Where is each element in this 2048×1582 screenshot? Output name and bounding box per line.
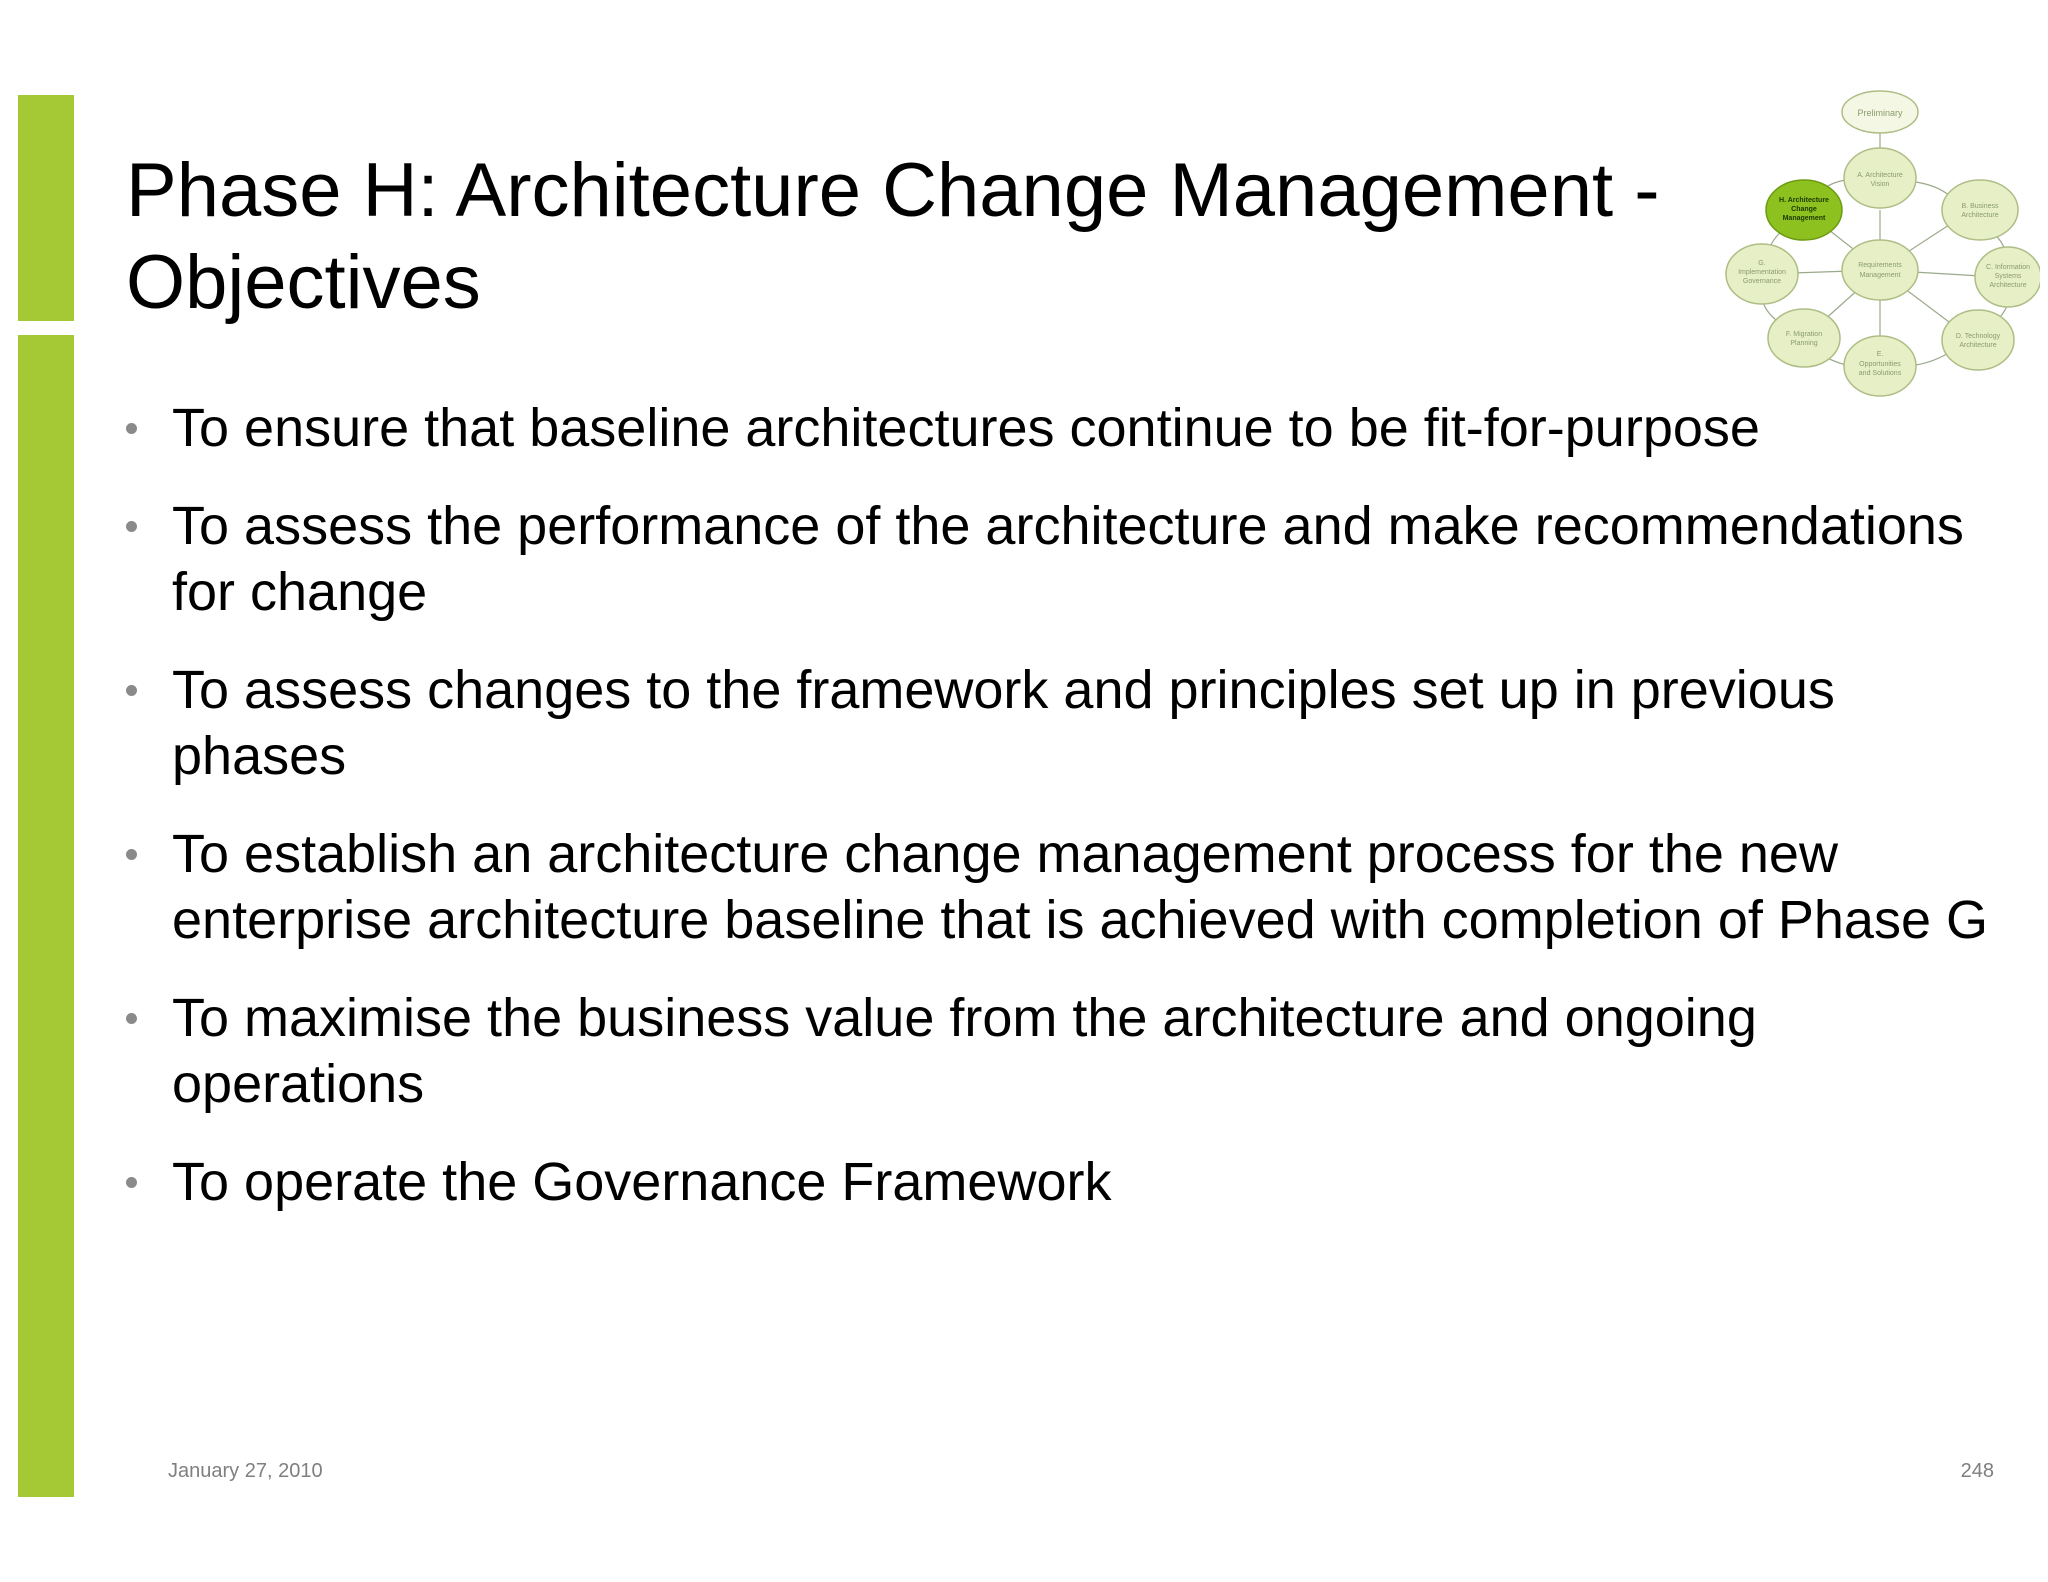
phase-c-information-systems: [1975, 247, 2040, 307]
svg-text:A. Architecture: A. Architecture: [1857, 172, 1903, 179]
objective-item: [126, 985, 2006, 1117]
objective-item: [126, 395, 2006, 461]
phase-d-technology: [1942, 310, 2014, 370]
svg-text:Architecture: Architecture: [1959, 342, 1997, 349]
svg-text:Vision: Vision: [1870, 181, 1890, 188]
phase-e-opportunities: [1844, 336, 1916, 396]
phase-a-vision: [1844, 148, 1916, 208]
svg-text:Preliminary: Preliminary: [1857, 108, 1903, 118]
svg-text:Requirements: Requirements: [1858, 262, 1902, 269]
objective-text: To establish an architecture change management process for the new enterprise architecture baseline that is achieved with completion of Phase G: [172, 824, 1988, 950]
svg-text:Implementation: Implementation: [1738, 269, 1786, 276]
page-number: 248: [1960, 1460, 1994, 1482]
objectives-list: [126, 395, 2006, 1247]
phase-h-change-management-active: [1766, 180, 1842, 240]
objective-text: To assess the performance of the architecture and make recommendations for change: [172, 496, 1964, 622]
footer-date: January 27, 2010: [168, 1460, 323, 1482]
svg-text:Management: Management: [1782, 215, 1826, 222]
objective-item: [126, 657, 2006, 789]
svg-text:Systems: Systems: [1994, 273, 2022, 280]
objective-text: To ensure that baseline architectures continue to be fit-for-purpose: [172, 398, 1760, 458]
svg-text:Opportunities: Opportunities: [1859, 361, 1901, 368]
svg-text:G.: G.: [1758, 260, 1766, 267]
bullet-dot-icon: [126, 423, 137, 434]
svg-text:H. Architecture: H. Architecture: [1779, 197, 1829, 204]
slide-title-line2: Objectives: [126, 240, 481, 325]
svg-text:Management: Management: [1859, 272, 1901, 279]
svg-text:B. Business: B. Business: [1961, 203, 1999, 210]
svg-text:Planning: Planning: [1790, 340, 1818, 347]
objective-item: [126, 1149, 2006, 1215]
bullet-dot-icon: [126, 849, 137, 860]
svg-text:Architecture: Architecture: [1989, 282, 2027, 289]
bullet-dot-icon: [126, 685, 137, 696]
objective-text: To assess changes to the framework and principles set up in previous phases: [172, 660, 1835, 786]
svg-text:E.: E.: [1876, 351, 1884, 358]
objective-item: [126, 493, 2006, 625]
phase-preliminary: [1842, 91, 1918, 133]
adm-cycle-diagram: [1720, 90, 2040, 400]
slide-title: [126, 145, 1686, 329]
objective-item: [126, 821, 2006, 953]
phase-g-implementation-governance: [1726, 244, 1798, 304]
svg-text:Change: Change: [1791, 206, 1817, 213]
objective-text: To maximise the business value from the architecture and ongoing operations: [172, 988, 1757, 1114]
svg-text:D. Technology: D. Technology: [1955, 333, 2001, 340]
svg-text:C. Information: C. Information: [1986, 264, 2030, 271]
bullet-dot-icon: [126, 521, 137, 532]
objective-text: To operate the Governance Framework: [172, 1152, 1112, 1212]
svg-text:and Solutions: and Solutions: [1858, 370, 1902, 377]
bullet-dot-icon: [126, 1177, 137, 1188]
requirements-management-center: [1842, 240, 1918, 300]
svg-text:Governance: Governance: [1742, 278, 1782, 285]
accent-bar-bottom: [18, 335, 74, 1497]
slide-title-line1: Phase H: Architecture Change Management -: [126, 148, 1660, 233]
phase-b-business: [1942, 180, 2018, 240]
accent-bar-top: [18, 95, 74, 321]
svg-text:F. Migration: F. Migration: [1785, 331, 1823, 338]
phase-f-migration: [1768, 309, 1840, 367]
bullet-dot-icon: [126, 1013, 137, 1024]
svg-text:Architecture: Architecture: [1961, 212, 1999, 219]
